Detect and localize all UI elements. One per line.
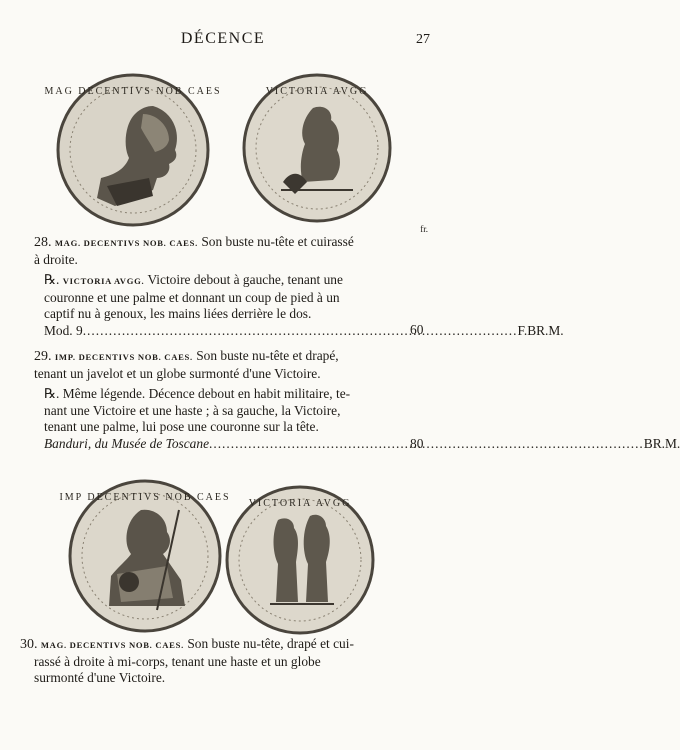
- reverse-legend: VICTORIA AVGG.: [62, 276, 145, 286]
- reverse-mark: ℞.: [44, 272, 60, 287]
- leader-dots: [83, 323, 518, 340]
- reverse-description-2: couronne et une palme et donnant un coup de pied à un: [44, 289, 340, 305]
- obverse-description: Son buste nu-tête et cuirassé: [201, 234, 354, 249]
- coin-30-obverse: [59, 480, 231, 632]
- entry-number: 30.: [20, 637, 38, 652]
- obverse-description: Son buste nu-tête et drapé,: [196, 348, 339, 363]
- coin-legend: IMP. DECENTIVS NOB. CAES.: [54, 352, 193, 362]
- coin-legend-text: VICTORIA AVGG: [248, 498, 352, 509]
- obverse-description-cont: à droite.: [34, 251, 78, 267]
- reverse-mark: ℞.: [44, 386, 60, 401]
- module: Mod. 9: [44, 322, 83, 338]
- obverse-description-cont-2: surmonté d'une Victoire.: [34, 670, 166, 686]
- entry-30: [20, 636, 392, 687]
- price-29: 80: [410, 436, 424, 451]
- reverse-description-2: nant une Victoire et une haste ; à sa gauche, la Victoire,: [44, 402, 341, 418]
- collections: BR.M.: [643, 435, 680, 451]
- leader-dots: [209, 436, 644, 453]
- price-column-label: fr.: [420, 224, 428, 234]
- reverse-description-3: captif nu à genoux, les mains liées derrière le dos.: [44, 306, 312, 322]
- source: Banduri, du Musée de Toscane: [44, 435, 210, 451]
- entry-28: [34, 234, 394, 268]
- entry-number: 28.: [34, 235, 52, 250]
- coin-legend-text: IMP DECENTIVS NOB CAES: [59, 492, 231, 503]
- obverse-description-cont: tenant un javelot et un globe surmonté d'une Victoire.: [34, 365, 321, 381]
- obverse-description: Son buste nu-tête, drapé et cui-: [187, 636, 354, 651]
- coin-28-reverse: [243, 74, 391, 222]
- entry-number: 29.: [34, 349, 52, 364]
- entry-29: [34, 348, 394, 382]
- price-28: 60: [410, 322, 424, 337]
- coin-29-reverse: [226, 486, 374, 634]
- coin-28-obverse: [44, 74, 222, 226]
- reverse-description: Même légende. Décence debout en habit militaire, te-: [62, 386, 351, 401]
- obverse-description-cont: rassé à droite à mi-corps, tenant une haste et un globe: [34, 653, 321, 669]
- coin-legend: MAG. DECENTIVS NOB. CAES.: [40, 640, 184, 650]
- reverse-description: Victoire debout à gauche, tenant une: [147, 272, 343, 287]
- page-number: 27: [416, 32, 430, 47]
- page-title: DÉCENCE: [180, 30, 266, 47]
- coin-legend: MAG. DECENTIVS NOB. CAES.: [54, 238, 198, 248]
- coin-legend-text: MAG DECENTIVS NOB CAES: [44, 86, 222, 97]
- collections: F.BR.M.: [517, 322, 564, 338]
- reverse-description-3: tenant une palme, lui pose une couronne sur la tête.: [44, 419, 319, 435]
- coin-legend-text: VICTORIA AVGG: [265, 86, 369, 97]
